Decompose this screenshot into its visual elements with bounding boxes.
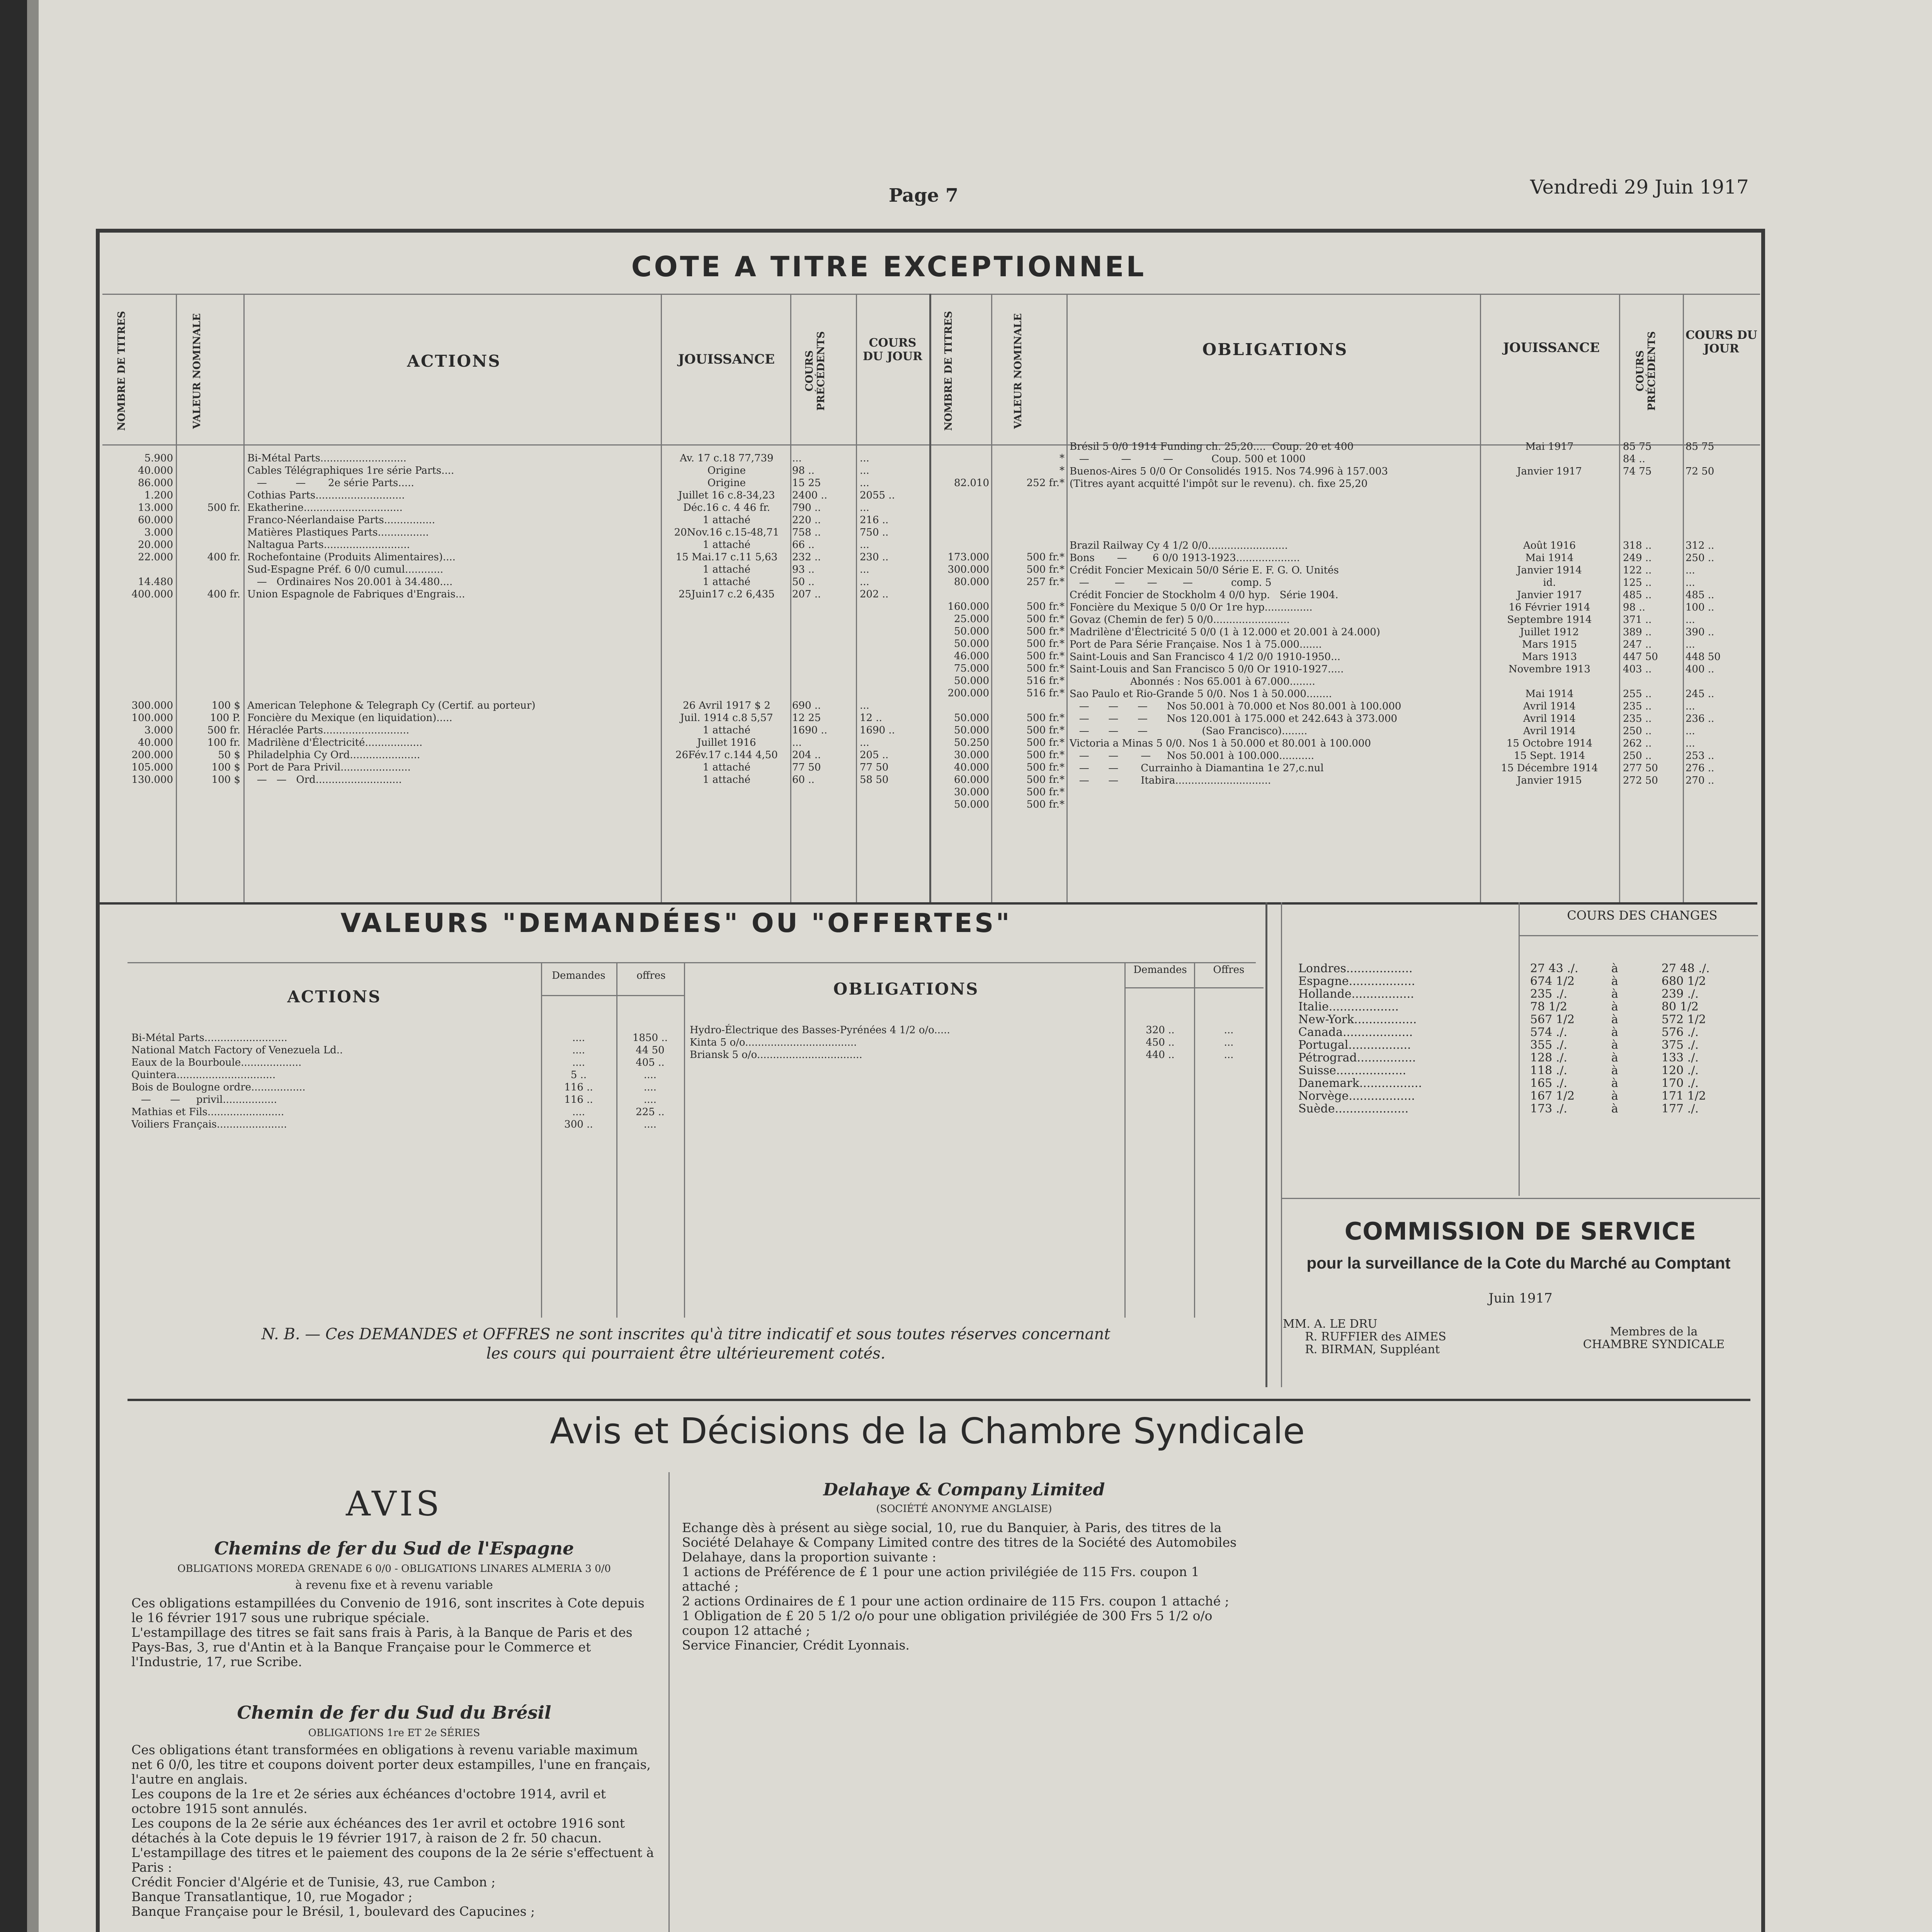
espagne-sub: OBLIGATIONS MOREDA GRENADE 6 0/0 - OBLIGATIONS LINARES ALMERIA 3 0/0 bbox=[177, 1563, 611, 1575]
head-obligations: OBLIGATIONS bbox=[1202, 340, 1348, 359]
oblig-jouissance: Mai 1917 Janvier 1917 Août 1916 Mai 1914 Janvier 1914 id. Janvier 1917 16 Février 1914 Septembre 1914 Juillet 1912 Mars 1915 Mars 1913 Novembre 1913 Mai 1914 Avril 1914 Avril 1914 Avril 1914 15 Octobre 1914 15 Sept. 1914 15 Décembre 1914 Janvier 1915 bbox=[1501, 441, 1598, 786]
col-line bbox=[991, 294, 992, 904]
dem-col bbox=[1124, 962, 1126, 1318]
head-actions: ACTIONS bbox=[407, 352, 501, 371]
espagne-text: Ces obligations estampillées du Convenio de 1916, sont inscrites à Cote depuis le 16 février 1917 sous une rubrique spéciale. L'estampillage des titres se fait sans frais à Paris, à la Banque de Paris et des Pays-Bas, 3, rue d'Antin et à la Banque Française pour le Commerce et l'Industrie, 17, rue Scribe. bbox=[131, 1595, 645, 1669]
espagne-title: Chemins de fer du Sud de l'Espagne bbox=[214, 1538, 574, 1559]
col-line bbox=[1683, 294, 1684, 904]
commission-date: Juin 1917 bbox=[1488, 1291, 1553, 1306]
head-oblig-cours-prec: COURS PRÉCÉDENTS bbox=[1634, 331, 1658, 411]
dem-note: N. B. — Ces DEMANDES et OFFRES ne sont inscrites qu'à titre indicatif et sous toutes réserves concernant bbox=[261, 1325, 1111, 1343]
dem-actions-offres: 1850 .. 44 50 405 .. .... .... .... 225 .. .... bbox=[633, 1032, 668, 1130]
head-oblig-valeur: VALEUR NOMINALE bbox=[1012, 313, 1024, 429]
col-line bbox=[1619, 294, 1620, 904]
dem-col bbox=[1194, 962, 1195, 1318]
oblig-nombre: 82.010 173.000 300.000 80.000 160.000 25.000 50.000 50.000 46.000 75.000 50.000 200.000 50.000 50.000 50.250 30.000 40.000 60.000 30.000 50.000 bbox=[947, 477, 989, 810]
binding-edge bbox=[0, 0, 27, 1932]
changes-rule bbox=[1519, 935, 1758, 936]
col-line bbox=[1480, 294, 1481, 904]
cote-title: COTE A TITRE EXCEPTIONNEL bbox=[631, 250, 1146, 283]
cote-rule-top bbox=[102, 294, 1760, 295]
head-oblig-jouissance: JOUISSANCE bbox=[1503, 340, 1600, 355]
page-date: Vendredi 29 Juin 1917 bbox=[1530, 176, 1749, 198]
cote-bottom-rule bbox=[100, 902, 1757, 905]
head-valeur: VALEUR NOMINALE bbox=[191, 313, 203, 429]
head-nombre: NOMBRE DE TITRES bbox=[116, 311, 128, 431]
dem-oblig-offres-head: Offres bbox=[1213, 964, 1245, 976]
dem-oblig-demandes: 320 .. 450 .. 440 .. bbox=[1146, 1024, 1175, 1061]
oblig-names: Brésil 5 0/0 1914 Funding ch. 25,20.... Coup. 20 et 400 — — — Coup. 500 et 1000 Buenos-Aires 5 0/0 Or Consolidés 1915. Nos 74.996 à 157.003 (Titres ayant acquitté l'impôt sur le revenu). ch. fixe 25,20 Brazil Railway Cy 4 1/2 0/0......................... Bons — 6 0/0 1913-1923.................... Crédit Foncier Mexicain 50/0 Série E. F. G. O. Unités — — — — comp. 5 Crédit Foncier de Stockholm 4 0/0 hyp. Série 1904. Foncière du Mexique 5 0/0 Or 1re hyp............... Govaz (Chemin de fer) 5 0/0........................ Madrilène d'Électricité 5 0/0 (1 à 12.000 et 20.001 à 24.000) Port de Para Série Française. Nos 1 à 75.000....... Saint-Louis and San Francisco 4 1/2 0/0 1910-1950... Saint-Louis and San Francisco 5 0/0 Or 1910-1927..... Abonnés : Nos 65.001 à 67.000........ Sao Paulo et Rio-Grande 5 0/0. Nos 1 à 50.000........ — — — Nos 50.001 à 70.000 et Nos 80.001 à 100.000 — — — Nos 120.001 à 175.000 et 242.643 à 373.000 — — — (Sao Francisco)........ Victoria a Minas 5 0/0. Nos 1 à 50.000 et 80.001 à 100.000 — — — Nos 50.001 à 100.000........... — — Currainho à Diamantina 1e 27,c.nul — — Itabira.............................. bbox=[1070, 441, 1401, 786]
espagne-sub2: à revenu fixe et à revenu variable bbox=[295, 1578, 493, 1592]
bresil-text: Ces obligations étant transformées en obligations à revenu variable maximum net 6 0/0, les titre et coupons doivent porter deux estampilles, l'une en français, l'autre en anglais. Les coupons de la 1re et 2e séries aux échéances d'octobre 1914, avril et octobre 1915 sont annulés. Les coupons de la 2e série aux échéances des 1er avril et octobre 1916 sont détachés à la Cote depuis le 19 février 1917, à raison de 2 fr. 50 chacun. L'estampillage des titres et le paiement des coupons de la 2e série s'effectuent à Paris : Crédit Foncier d'Algérie et de Tunisie, 43, rue Cambon ; Banque Transatlantique, 10, rue Mogador ; Banque Française pour le Brésil, 1, boulevard des Capucines ; bbox=[131, 1742, 654, 1919]
dem-actions-head: ACTIONS bbox=[287, 987, 381, 1006]
col-line bbox=[790, 294, 791, 904]
dem-oblig-offres: ... ... ... bbox=[1224, 1024, 1234, 1061]
dem-offres-head: offres bbox=[636, 970, 666, 981]
dem-actions-names: Bi-Métal Parts.......................... National Match Factory of Venezuela Ld.. Eaux de la Bourboule................... Quintera............................... Bois de Boulogne ordre................. — — privil................. Mathias et Fils........................ Voiliers Français...................... bbox=[131, 1032, 343, 1130]
actions-jouissance: Av. 17 c.18 77,739 Origine Origine Juillet 16 c.8-34,23 Déc.16 c. 4 46 fr. 1 attaché 20Nov.16 c.15-48,71 1 attaché 15 Mai.17 c.11 5,63 1 attaché 1 attaché 25Juin17 c.2 6,435 26 Avril 1917 $ 2 Juil. 1914 c.8 5,57 1 attaché Juillet 1916 26Fév.17 c.144 4,50 1 attaché 1 attaché bbox=[674, 452, 779, 786]
commission-role: Membres de la CHAMBRE SYNDICALE bbox=[1583, 1325, 1725, 1351]
actions-names: Bi-Métal Parts........................... Cables Télégraphiques 1re série Parts.... — — 2e série Parts..... Cothias Parts............................ Ekatherine............................... Franco-Néerlandaise Parts................ Matières Plastiques Parts................ Naltagua Parts........................... Rochefontaine (Produits Alimentaires).... Sud-Espagne Préf. 6 0/0 cumul............ — Ordinaires Nos 20.001 à 34.480.... Union Espagnole de Fabriques d'Engrais... American Telephone & Telegraph Cy (Certif. au porteur) Foncière du Mexique (en liquidation)..... Héraclée Parts........................... Madrilène d'Électricité.................. Philadelphia Cy Ord...................... Port de Para Privil...................... — — Ord........................... bbox=[247, 452, 536, 786]
avis-top-rule bbox=[128, 1399, 1750, 1401]
actions-nombre: 5.900 40.000 86.000 1.200 13.000 60.000 3.000 20.000 22.000 14.480 400.000 300.000 100.000 3.000 40.000 200.000 105.000 130.000 bbox=[131, 452, 173, 786]
dem-col bbox=[684, 962, 685, 1318]
changes-divider2 bbox=[1281, 902, 1282, 1387]
changes-rule-bottom bbox=[1281, 1198, 1760, 1199]
commission-subtitle: pour la surveillance de la Cote du Marché au Comptant bbox=[1306, 1254, 1731, 1272]
dem-rule bbox=[128, 962, 1256, 963]
head-jouissance: JOUISSANCE bbox=[678, 352, 775, 367]
changes-divider bbox=[1265, 902, 1267, 1387]
dem-oblig-demandes-head: Demandes bbox=[1133, 964, 1187, 976]
delahaye-title: Delahaye & Company Limited bbox=[823, 1480, 1105, 1500]
delahaye-sub: (SOCIÉTÉ ANONYME ANGLAISE) bbox=[876, 1503, 1052, 1515]
changes-names: Londres.................. Espagne.................. Hollande................. Italie................... New-York................. Canada................... Portugal................. Pétrograd................ Suisse................... Danemark................. Norvège.................. Suède.................... bbox=[1298, 962, 1422, 1115]
delahaye-text: Echange dès à présent au siège social, 10, rue du Banquier, à Paris, des titres de la Société Delahaye & Company Limited contre des titres de la Société des Automobiles Delahaye, dans la proportion suivante : 1 actions de Préférence de £ 1 pour une action privilégiée de 115 Frs. coupon 1 attaché ; 2 actions Ordinaires de £ 1 pour une action ordinaire de 115 Frs. coupon 1 attaché ; 1 Obligation de £ 20 5 1/2 o/o pour une obligation privilégiée de 300 Frs 5 1/2 o/o coupon 12 attaché ; Service Financier, Crédit Lyonnais. bbox=[682, 1520, 1237, 1653]
bresil-sub: OBLIGATIONS 1re ET 2e SÉRIES bbox=[308, 1727, 480, 1739]
page-number: Page 7 bbox=[889, 185, 959, 206]
col-line bbox=[1066, 294, 1068, 904]
col-line bbox=[661, 294, 662, 904]
oblig-valeur: * * 252 fr.* 500 fr.* 500 fr.* 257 fr.* 500 fr.* 500 fr.* 500 fr.* 500 fr.* 500 fr.* 500 fr.* 516 fr.* 516 fr.* 500 fr.* 500 fr.* 500 fr.* 500 fr.* 500 fr.* 500 fr.* 500 fr.* 500 fr.* bbox=[1026, 452, 1065, 810]
head-cours-prec: COURS PRÉCÉDENTS bbox=[804, 331, 827, 411]
dem-oblig-head: OBLIGATIONS bbox=[833, 980, 979, 998]
avis-divider bbox=[668, 1472, 670, 1932]
actions-valeur: 500 fr. 400 fr. 400 fr. 100 $ 100 P. 500 fr. 100 fr. 50 $ 100 $ 100 $ bbox=[207, 502, 240, 786]
avis-heading: AVIS bbox=[346, 1484, 442, 1524]
dem-col bbox=[541, 962, 542, 1318]
dem-demandes-head: Demandes bbox=[552, 970, 605, 981]
dem-rule bbox=[541, 995, 684, 996]
avis-title: Avis et Décisions de la Chambre Syndicale bbox=[550, 1410, 1305, 1452]
dem-note-2: les cours qui pourraient être ultérieurement cotés. bbox=[486, 1345, 886, 1362]
changes-low: 27 43 ./. 674 1/2 235 ./. 78 1/2 567 1/2 574 ./. 355 ./. 128 ./. 118 ./. 165 ./. 167 1/2 173 ./. bbox=[1530, 962, 1578, 1116]
col-line bbox=[243, 294, 245, 904]
commission-title: COMMISSION DE SERVICE bbox=[1344, 1217, 1697, 1245]
actions-cours-jour: ... ... ... 2055 .. ... 216 .. 750 .. ... 230 .. ... ... 202 .. ... 12 .. 1690 .. ... 205 .. 77 50 58 50 bbox=[860, 452, 895, 786]
demandees-title: VALEURS "DEMANDÉES" OU "OFFERTES" bbox=[340, 908, 1012, 939]
oblig-cours-prec: 85 75 84 .. 74 75 318 .. 249 .. 122 .. 125 .. 485 .. 98 .. 371 .. 389 .. 247 .. 447 50 403 .. 255 .. 235 .. 235 .. 250 .. 262 .. 250 .. 277 50 272 50 bbox=[1623, 441, 1658, 786]
changes-a: à à à à à à à à à à à à bbox=[1611, 962, 1618, 1116]
head-oblig-cours-jour: COURS DU JOUR bbox=[1685, 328, 1757, 355]
dem-col bbox=[616, 962, 617, 1318]
col-line bbox=[856, 294, 857, 904]
dem-oblig-names: Hydro-Électrique des Basses-Pyrénées 4 1/2 o/o..... Kinta 5 o/o................................... Briansk 5 o/o................................. bbox=[690, 1024, 950, 1061]
bresil-title: Chemin de fer du Sud du Brésil bbox=[237, 1702, 551, 1723]
changes-high: 27 48 ./. 680 1/2 239 ./. 80 1/2 572 1/2 576 ./. 375 ./. 133 ./. 120 ./. 170 ./. 171 1/2 177 ./. bbox=[1662, 962, 1710, 1116]
dem-actions-demandes: .... .... .... 5 .. 116 .. 116 .. .... 300 .. bbox=[564, 1032, 593, 1130]
commission-members: MM. A. LE DRU R. RUFFIER des AIMES R. BIRMAN, Suppléant bbox=[1283, 1317, 1446, 1356]
dem-rule bbox=[1124, 987, 1264, 988]
col-line bbox=[176, 294, 177, 904]
oblig-cours-jour: 85 75 72 50 312 .. 250 .. ... ... 485 .. 100 .. ... 390 .. ... 448 50 400 .. 245 .. ... 236 .. ... ... 253 .. 276 .. 270 .. bbox=[1685, 441, 1721, 786]
head-oblig-nombre: NOMBRE DE TITRES bbox=[943, 311, 954, 431]
changes-title: COURS DES CHANGES bbox=[1567, 908, 1718, 923]
binding-shadow bbox=[27, 0, 39, 1932]
actions-cours-prec: ... 98 .. 15 25 2400 .. 790 .. 220 .. 758 .. 66 .. 232 .. 93 .. 50 .. 207 .. 690 .. 12 25 1690 .. ... 204 .. 77 50 60 .. bbox=[792, 452, 827, 786]
changes-col bbox=[1519, 902, 1520, 1196]
head-cours-jour: COURS DU JOUR bbox=[862, 336, 923, 363]
